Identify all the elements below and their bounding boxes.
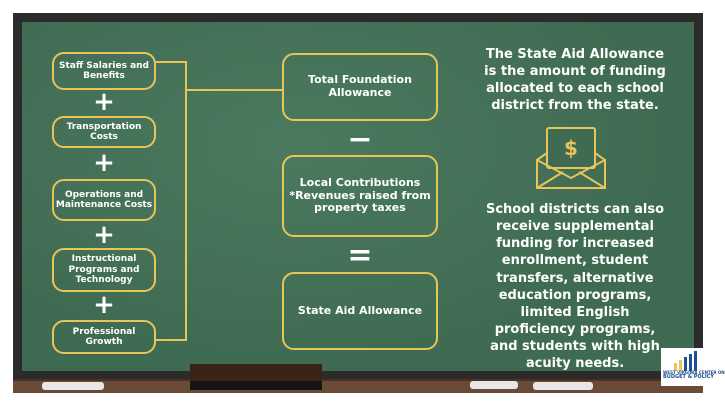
plus-sign: + <box>93 290 115 320</box>
box-staff-salaries-label: Staff Salaries and Benefits <box>58 60 150 81</box>
state-aid-description: The State Aid Allowance is the amount of funding allocated to each school district from the state. <box>484 47 666 114</box>
chalk-stick <box>470 381 518 389</box>
budget-policy-logo <box>661 348 725 386</box>
local-contributions-note: *Revenues raised from property taxes <box>289 188 431 215</box>
box-transportation <box>52 116 156 148</box>
envelope-dollar-icon <box>533 122 609 192</box>
bracket-arrow <box>186 89 282 91</box>
logo-line2: BUDGET & POLICY <box>663 374 715 381</box>
box-professional-growth <box>52 320 156 354</box>
eraser-icon <box>190 364 322 390</box>
plus-sign: + <box>93 87 115 117</box>
box-staff-salaries <box>52 52 156 90</box>
box-operations <box>52 179 156 221</box>
logo-line1: WEST VIRGINIA CENTER ON <box>663 370 725 375</box>
supplemental-funding-description: School districts can also receive supplemental funding for increased enrollment, student transfers, alternative education programs, limited English proficiency programs, and students with high acuity needs. <box>485 202 665 372</box>
bar-chart-logo-icon <box>673 351 699 371</box>
local-contributions-title: Local Contributions <box>299 176 421 190</box>
svg-text:$: $ <box>564 136 578 160</box>
minus-sign: − <box>347 122 373 157</box>
box-state-aid-label: State Aid Allowance <box>297 303 423 317</box>
box-instructional <box>52 248 156 292</box>
bracket-vertical <box>185 61 187 341</box>
box-professional-growth-label: Professional Growth <box>72 326 136 347</box>
box-local-contributions <box>282 155 438 237</box>
box-instructional-label: Instructional Programs and Technology <box>68 254 140 286</box>
chalk-stick <box>533 382 593 390</box>
plus-sign: + <box>93 148 115 178</box>
box-total-foundation-label: Total Foundation Allowance <box>308 73 412 99</box>
equals-sign: = <box>347 238 373 273</box>
logo-text <box>663 370 725 381</box>
bracket-top <box>156 61 186 63</box>
box-state-aid <box>282 272 438 350</box>
box-operations-label: Operations and Maintenance Costs <box>55 189 153 210</box>
box-total-foundation <box>282 53 438 121</box>
chalk-stick <box>42 382 104 390</box>
chalk-ledge <box>13 379 703 393</box>
plus-sign: + <box>93 220 115 250</box>
box-transportation-label: Transportation Costs <box>66 121 142 142</box>
bracket-bottom <box>156 339 186 341</box>
